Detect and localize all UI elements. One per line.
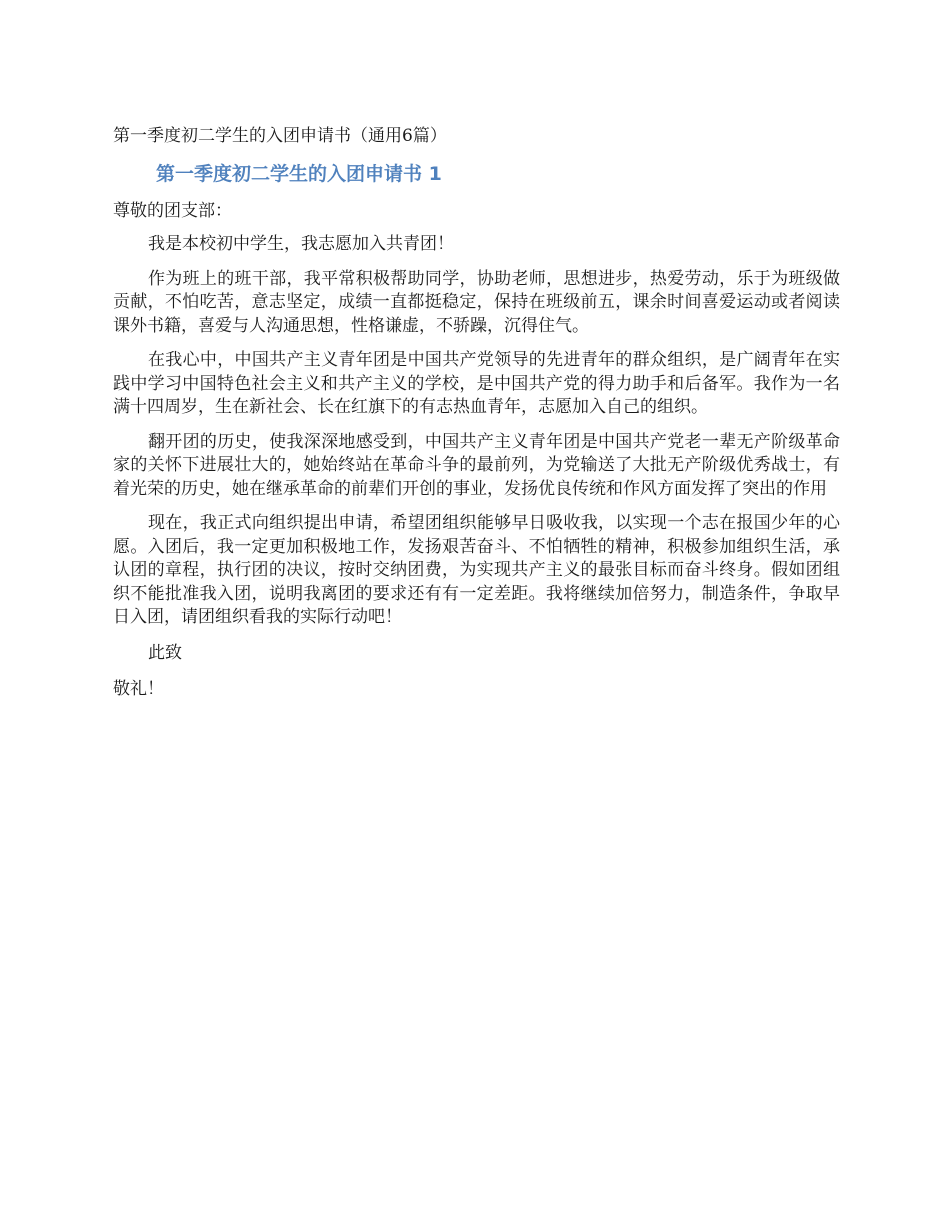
paragraph-league-meaning: 在我心中，中国共产主义青年团是中国共产党领导的先进青年的群众组织，是广阔青年在实践中学习中国特色社会主义和共产主义的学校，是中国共产党的得力助手和后备军。我作为一名满十四周岁，生在新社会、长在红旗下的有志热血青年，志愿加入自己的组织。 bbox=[113, 350, 840, 417]
document-title: 第一季度初二学生的入团申请书（通用6篇） bbox=[113, 126, 447, 146]
paragraph-self-description: 作为班上的班干部，我平常积极帮助同学，协助老师，思想进步，热爱劳动，乐于为班级做贡献，不怕吃苦，意志坚定，成绩一直都挺稳定，保持在班级前五，课余时间喜爱运动或者阅读课外书籍，喜爱与人沟通思想，性格谦虚，不骄躁，沉得住气。 bbox=[113, 268, 840, 336]
regards-phrase: 敬礼！ bbox=[113, 678, 164, 699]
section-heading: 第一季度初二学生的入团申请书 1 bbox=[156, 163, 442, 185]
paragraph-application: 现在，我正式向组织提出申请，希望团组织能够早日吸收我，以实现一个志在报国少年的心愿。入团后，我一定更加积极地工作，发扬艰苦奋斗、不怕牺牲的精神，积极参加组织生活，承认团的章程，执行团的决议，按时交纳团费，为实现共产主义的最张目标而奋斗终身。假如团组织不能批准我入团，说明我离团的要求还有有一定差距。我将继续加倍努力，制造条件，争取早日入团，请团组织看我的实际行动吧！ bbox=[113, 513, 840, 627]
paragraph-league-history: 翻开团的历史，使我深深地感受到，中国共产主义青年团是中国共产党老一辈无产阶级革命家的关怀下进展壮大的，她始终站在革命斗争的最前列，为党输送了大批无产阶级优秀战士，有着光荣的历史，她在继承革命的前辈们开创的事业，发扬优良传统和作风方面发挥了突出的作用 bbox=[113, 431, 840, 499]
salutation: 尊敬的团支部： bbox=[113, 201, 232, 221]
document-page bbox=[113, 124, 840, 701]
closing-phrase: 此致 bbox=[148, 642, 182, 663]
paragraph-intro: 我是本校初中学生，我志愿加入共青团！ bbox=[148, 234, 454, 254]
